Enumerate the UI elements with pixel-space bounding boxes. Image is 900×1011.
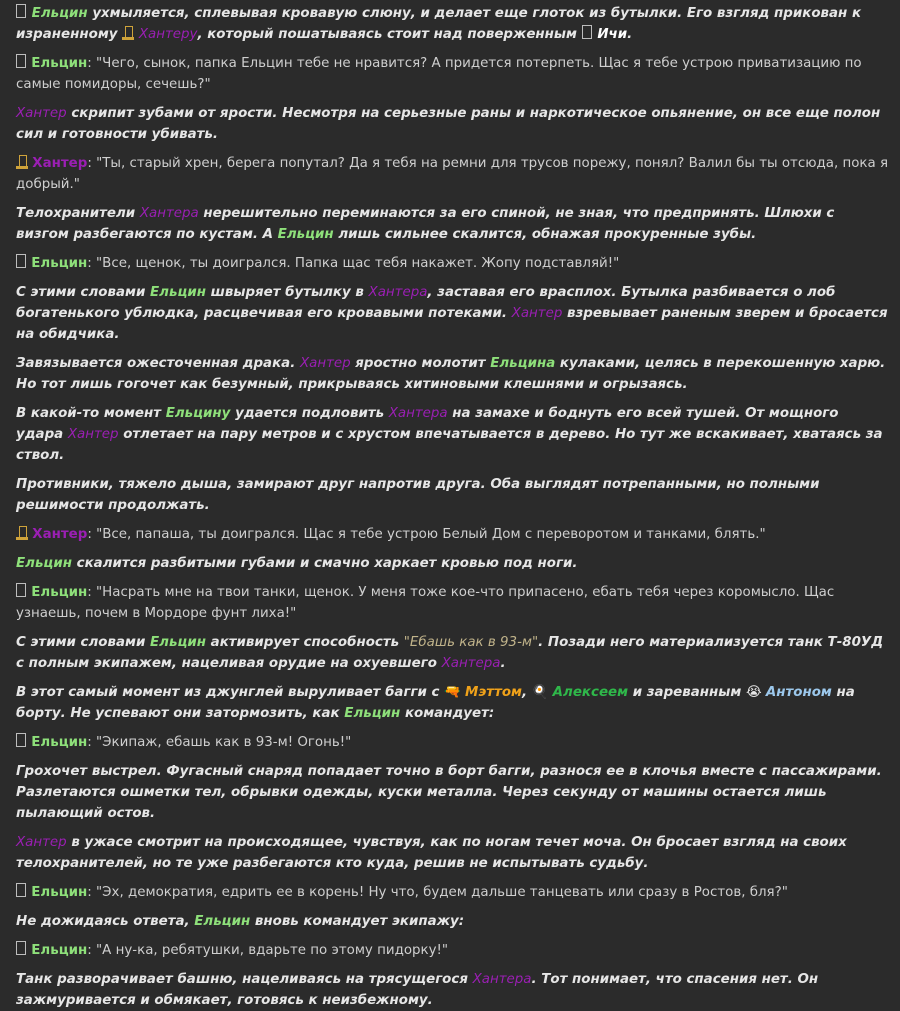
story-text: , который пошатываясь стоит над поверженным xyxy=(197,27,582,42)
story-text: швыряет бутылку в xyxy=(206,285,369,300)
dialogue-line xyxy=(16,732,888,753)
narration-paragraph xyxy=(16,103,888,145)
narration-paragraph xyxy=(16,632,888,674)
narration-paragraph xyxy=(16,203,888,245)
narration-paragraph xyxy=(16,832,888,874)
character-name-elcin: Ельцину xyxy=(165,406,231,421)
story-text: ухмыляется, сплевывая кровавую слюну, и делает еще глоток из бутылки. Его взгляд прикован к израненному xyxy=(16,6,862,42)
hat-icon xyxy=(122,26,134,40)
hat-icon xyxy=(16,155,28,169)
character-name-elcin: Ельцин xyxy=(16,556,72,571)
story-text: Завязывается ожесточенная драка. xyxy=(16,356,300,371)
narration-paragraph xyxy=(16,553,888,574)
character-name-elcin: Ельцин xyxy=(31,943,88,958)
box-icon xyxy=(16,254,26,268)
story-text: : "Чего, сынок, папка Ельцин тебе не нравится? А придется потерпеть. Щас я тебе устрою приватизацию по самые помидоры, сечешь?" xyxy=(16,56,862,92)
dialogue-line xyxy=(16,53,888,95)
character-name-hunter: Хантер xyxy=(16,106,67,121)
story-text: С этими словами xyxy=(16,635,151,650)
character-name-elcin: Ельцин xyxy=(277,227,334,242)
character-name-elcin: Ельцин xyxy=(344,706,401,721)
character-name-hunter: Хантера xyxy=(139,206,199,221)
box-icon xyxy=(16,54,26,68)
narration-paragraph xyxy=(16,911,888,932)
character-name-hunter: Хантера xyxy=(472,972,532,987)
character-name-elcin: Ельцина xyxy=(490,356,556,371)
narration-paragraph xyxy=(16,969,888,1011)
character-name-hunter: Хантер xyxy=(32,527,88,542)
story-text: В этот самый момент из джунглей выруливает багги с xyxy=(16,685,445,700)
box-icon xyxy=(16,583,26,597)
story-text: : "Ты, старый хрен, берега попутал? Да я тебя на ремни для трусов порежу, понял? Валил бы ты отсюда, пока я добрый." xyxy=(16,156,889,192)
story-text: яростно молотит xyxy=(350,356,491,371)
story-text: на борту. Не успевают они затормозить, как xyxy=(16,685,855,721)
story-text: : "А ну-ка, ребятушки, вдарьте по этому пидорку!" xyxy=(87,943,449,958)
story-text: активирует способность xyxy=(206,635,404,650)
character-name-hunter: Хантеру xyxy=(138,27,198,42)
story-text: Не дожидаясь ответа, xyxy=(16,914,195,929)
crying-face-icon: 😭 xyxy=(745,685,766,700)
character-name-elcin: Ельцин xyxy=(31,56,88,71)
dialogue-line xyxy=(16,153,888,195)
character-name-hunter: Хантера xyxy=(388,406,448,421)
narration-paragraph xyxy=(16,761,888,824)
story-text: на замахе и боднуть его всей тушей. От мощного удара xyxy=(16,406,839,442)
narration-paragraph xyxy=(16,3,888,45)
pan-icon: 🍳 xyxy=(531,685,553,700)
hat-icon xyxy=(16,526,28,540)
box-icon xyxy=(582,25,592,39)
narration-paragraph xyxy=(16,353,888,395)
story-text: командует: xyxy=(400,706,495,721)
story-text: скалится разбитыми губами и смачно харкает кровью под ноги. xyxy=(71,556,578,571)
dialogue-line xyxy=(16,253,888,274)
story-text: С этими словами xyxy=(16,285,151,300)
character-name-anton: Антоном xyxy=(765,685,832,700)
narration-paragraph xyxy=(16,403,888,466)
narration-paragraph xyxy=(16,282,888,345)
story-text: лишь сильнее скалится, обнажая прокуренные зубы. xyxy=(333,227,757,242)
story-text: : "Экипаж, ебашь как в 93-м! Огонь!" xyxy=(87,735,352,750)
character-name-matt: Мэттом xyxy=(465,685,522,700)
character-name-hunter: Хантер xyxy=(299,356,351,371)
story-text: скрипит зубами от ярости. Несмотря на серьезные раны и наркотическое опьянение, он все еще полон сил и готовности убивать. xyxy=(16,106,881,142)
story-text: отлетает на пару метров и с хрустом впечатывается в дерево. Но тут же вскакивает, хватаясь за ствол. xyxy=(16,427,883,463)
character-name-hunter: Хантер xyxy=(32,156,88,171)
story-text: : "Насрать мне на твои танки, щенок. У меня тоже кое-что припасено, ебать тебя через коромысло. Щас узнаешь, почем в Мордоре фунт лиха!" xyxy=(16,585,835,621)
story-text: кулаками, целясь в перекошенную харю. Но тот лишь гогочет как безумный, прикрываясь хитиновыми клешнями и огрызаясь. xyxy=(16,356,886,392)
character-name-hunter: Хантера xyxy=(441,656,501,671)
box-icon xyxy=(16,4,26,18)
dialogue-line xyxy=(16,582,888,624)
character-name-elcin: Ельцин xyxy=(194,914,251,929)
box-icon xyxy=(16,941,26,955)
story-text: Танк разворачивает башню, нацеливаясь на трясущегося xyxy=(16,972,473,987)
story-text: вновь командует экипажу: xyxy=(250,914,465,929)
character-name-ichi: Ичи xyxy=(597,27,628,42)
box-icon xyxy=(16,733,26,747)
story-text: Противники, тяжело дыша, замирают друг напротив друга. Оба выглядят потрепанными, но полными решимости продолжать. xyxy=(16,477,820,513)
character-name-elcin: Ельцин xyxy=(31,6,88,21)
story-text: . Позади него материализуется танк Т-80УД с полным экипажем, нацеливая орудие на охуевшего xyxy=(16,635,884,671)
character-name-hunter: Хантер xyxy=(16,835,67,850)
character-name-hunter: Хантера xyxy=(368,285,428,300)
story-text: . xyxy=(500,656,506,671)
dialogue-line xyxy=(16,524,888,545)
story-text: : "Все, щенок, ты доигрался. Папка щас тебя накажет. Жопу подставляй!" xyxy=(87,256,620,271)
story-text: взревывает раненым зверем и бросается на обидчика. xyxy=(16,306,888,342)
story-text: В какой-то момент xyxy=(16,406,166,421)
dialogue-line xyxy=(16,882,888,903)
character-name-elcin: Ельцин xyxy=(150,635,206,650)
story-text: в ужасе смотрит на происходящее, чувствуя, как по ногам течет моча. Он бросает взгляд на своих телохранителей, но те уже разбегаются кто куда, решив не испытывать судьбу. xyxy=(16,835,847,871)
gun-icon: 🔫 xyxy=(444,685,466,700)
character-name-elcin: Ельцин xyxy=(31,256,88,271)
narration-paragraph xyxy=(16,682,888,724)
story-text: удается подловить xyxy=(230,406,389,421)
box-icon xyxy=(16,883,26,897)
story-text: Телохранители xyxy=(16,206,140,221)
story-text: : "Все, папаша, ты доигрался. Щас я тебе устрою Белый Дом с переворотом и танками, блять." xyxy=(87,527,766,542)
character-name-alex: Алексеем xyxy=(552,685,629,700)
character-name-elcin: Ельцин xyxy=(150,285,206,300)
character-name-elcin: Ельцин xyxy=(31,585,88,600)
character-name-hunter: Хантер xyxy=(67,427,119,442)
narration-paragraph xyxy=(16,474,888,516)
character-name-hunter: Хантер xyxy=(511,306,563,321)
story-text: Грохочет выстрел. Фугасный снаряд попадает точно в борт багги, разнося ее в клочья вместе с пассажирами. Разлетаются ошметки тел, обрывки одежды, куски металла. Через секунду от машины остается лишь пылающий остов. xyxy=(16,764,882,821)
story-text: и зареванным xyxy=(628,685,746,700)
character-name-elcin: Ельцин xyxy=(31,885,88,900)
character-name-elcin: Ельцин xyxy=(31,735,88,750)
story-text: : "Эх, демократия, едрить ее в корень! Ну что, будем дальше танцевать или сразу в Ростов, бля?" xyxy=(87,885,788,900)
story-text: . Тот понимает, что спасения нет. Он зажмуривается и обмякает, готовясь к неизбежному. xyxy=(16,972,819,1008)
ability-name: "Ебашь как в 93-м" xyxy=(403,635,539,650)
story-text: , xyxy=(521,685,532,700)
story-text: . xyxy=(627,27,633,42)
story-text: нерешительно переминаются за его спиной, не зная, что предпринять. Шлюхи с визгом разбегаются по кустам. А xyxy=(16,206,835,242)
story-text: , заставая его врасплох. Бутылка разбивается о лоб богатенького ублюдка, расцвечивая его кровавыми потеками. xyxy=(16,285,836,321)
